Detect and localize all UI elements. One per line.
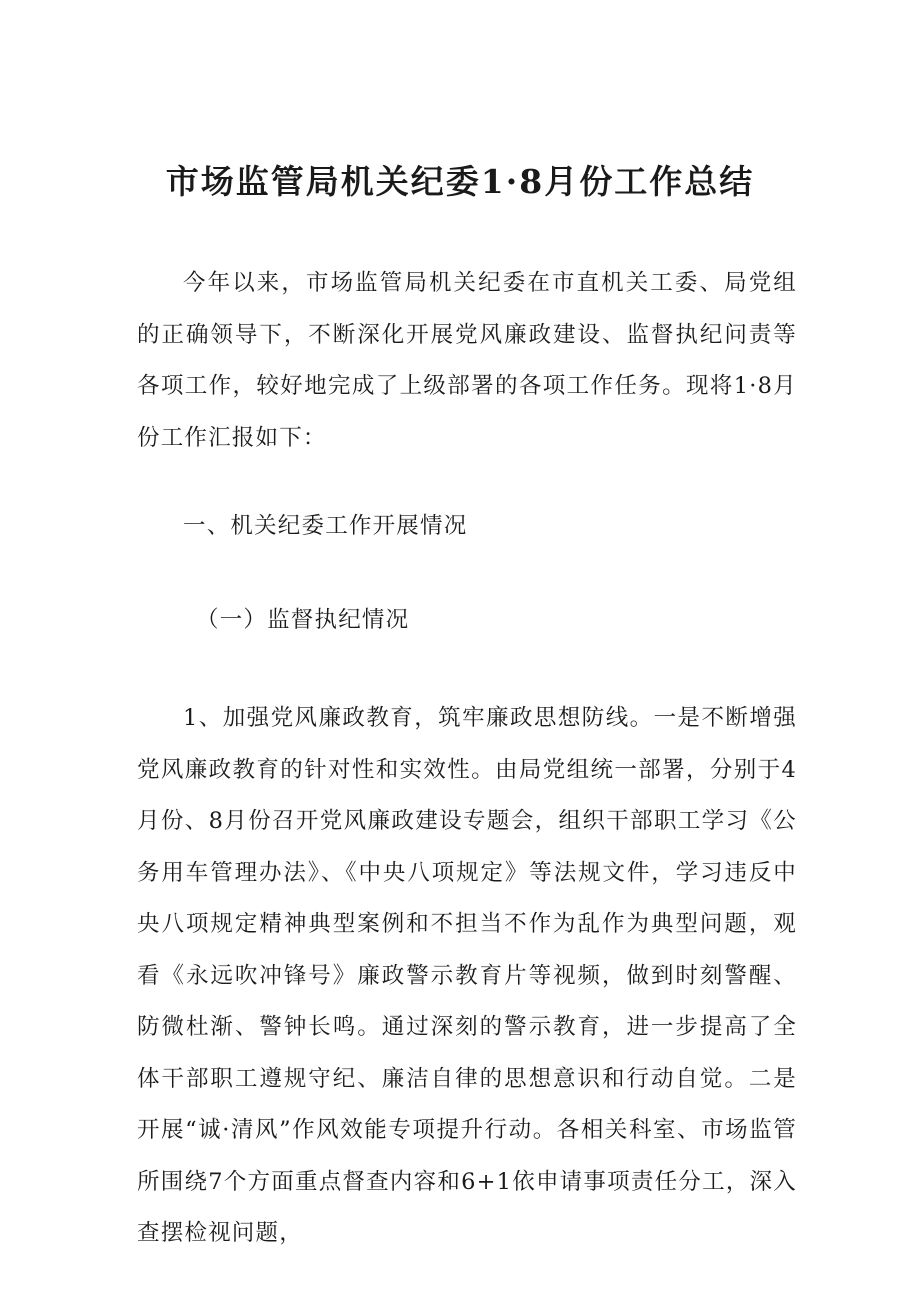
- intro-paragraph: 今年以来，市场监管局机关纪委在市直机关工委、局党组的正确领导下，不断深化开展党风廉政建设、监督执纪问责等各项工作，较好地完成了上级部署的各项工作任务。现将1·8月份工作汇报如下：: [137, 270, 797, 451]
- section-heading: 一、机关纪委工作开展情况: [183, 513, 468, 539]
- subsection-heading: （一）监督执纪情况: [196, 607, 410, 633]
- document-title: 市场监管局机关纪委1·8月份工作总结: [165, 162, 755, 202]
- body-paragraph: 1、加强党风廉政教育，筑牢廉政思想防线。一是不断增强党风廉政教育的针对性和实效性。由局党组统一部署，分别于4月份、8月份召开党风廉政建设专题会，组织干部职工学习《公务用车管理办法》、《中央八项规定》等法规文件，学习违反中央八项规定精神典型案例和不担当不作为乱作为典型问题，观看《永远吹冲锋号》廉政警示教育片等视频，做到时刻警醒、防微杜渐、警钟长鸣。通过深刻的警示教育，进一步提高了全体干部职工遵规守纪、廉洁自律的思想意识和行动自觉。二是开展“诚·清风”作风效能专项提升行动。各相关科室、市场监管所围绕7个方面重点督查内容和6+1依申请事项责任分工，深入查摆检视问题，: [137, 705, 797, 1246]
